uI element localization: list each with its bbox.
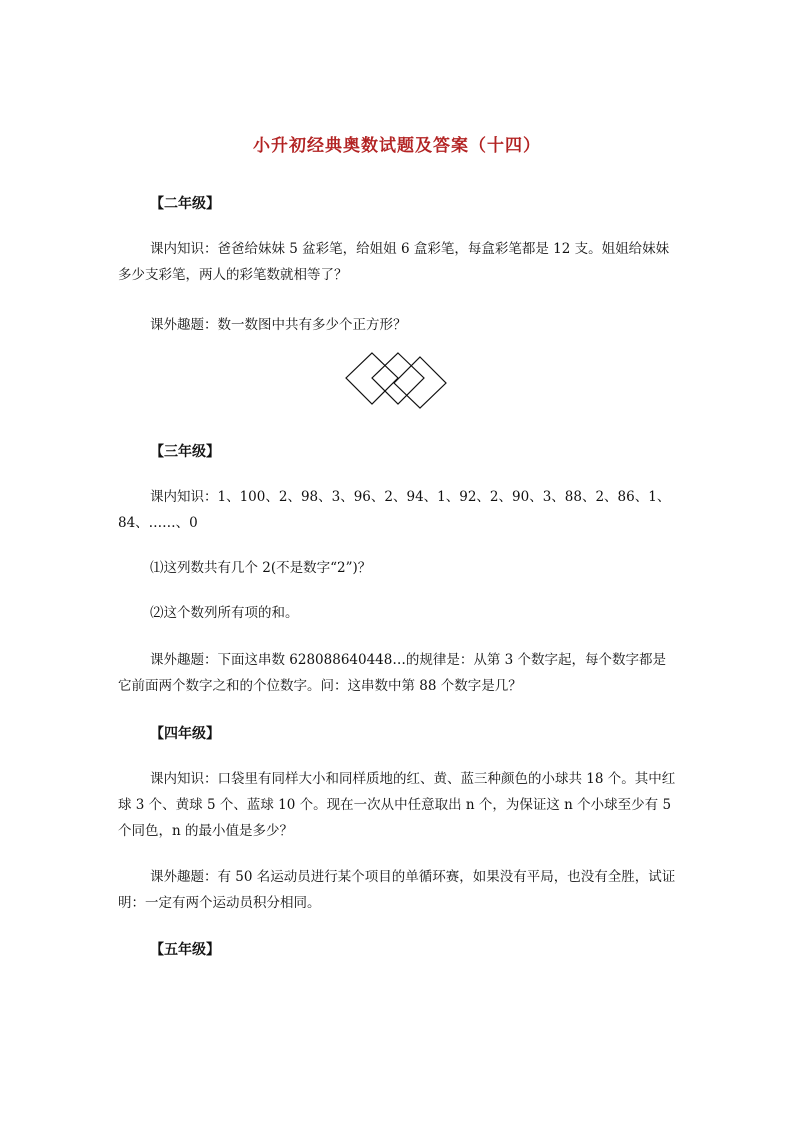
grade3-in-class-text: 课内知识：1、100、2、98、3、96、2、94、1、92、2、90、3、88、2、86、1、84、……、0	[118, 489, 671, 531]
page-title: 小升初经典奥数试题及答案（十四）	[253, 136, 541, 156]
grade4-extra	[118, 864, 676, 916]
grade3-question-1: ⑴这列数共有几个 2(不是数字“2”)？	[150, 560, 372, 576]
grade3-extra-text: 课外趣题：下面这串数 628088640448…的规律是：从第 3 个数字起，每个数字都是它前面两个数字之和的个位数字。问：这串数中第 88 个数字是几？	[118, 652, 667, 694]
grade3-heading: 【三年级】	[150, 444, 220, 460]
grade4-in-class-text: 课内知识：口袋里有同样大小和同样质地的红、黄、蓝三种颜色的小球共 18 个。其中红球 3 个、黄球 5 个、蓝球 10 个。现在一次从中任意取出 n 个，为保证这 n 个小球至少有 5 个同色，n 的最小值是多少？	[118, 771, 676, 839]
grade3-extra	[118, 647, 676, 699]
grade2-in-class	[118, 236, 676, 288]
grade2-heading: 【二年级】	[150, 196, 220, 212]
overlapping-squares-figure	[342, 350, 452, 412]
grade4-heading: 【四年级】	[150, 726, 220, 742]
grade4-in-class	[118, 766, 676, 844]
grade3-question-2: ⑵这个数列所有项的和。	[150, 605, 299, 621]
grade3-in-class	[118, 484, 676, 536]
grade5-heading: 【五年级】	[150, 942, 220, 958]
grade4-extra-text: 课外趣题：有 50 名运动员进行某个项目的单循环赛，如果没有平局，也没有全胜，试证明：一定有两个运动员积分相同。	[118, 869, 676, 911]
grade2-extra: 课外趣题：数一数图中共有多少个正方形？	[150, 317, 407, 333]
grade2-in-class-text: 课内知识：爸爸给妹妹 5 盆彩笔，给姐姐 6 盒彩笔，每盒彩笔都是 12 支。姐姐给妹妹多少支彩笔，两人的彩笔数就相等了？	[118, 241, 670, 283]
